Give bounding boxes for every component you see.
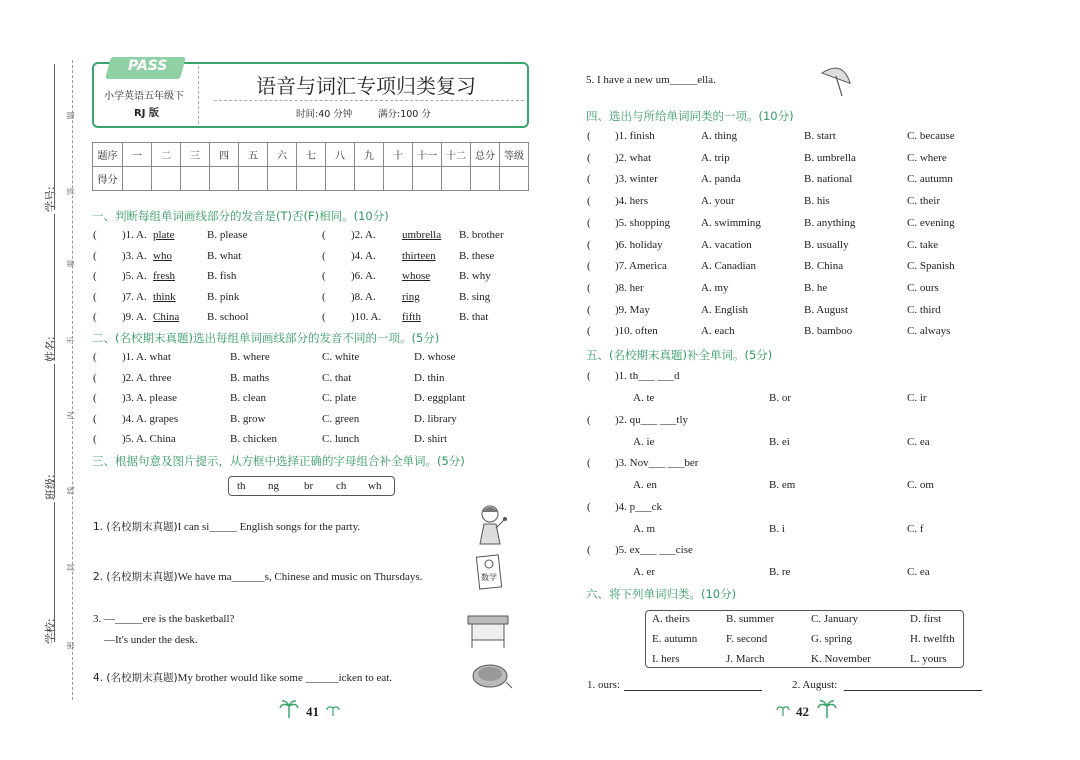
option-b: B. his (804, 195, 830, 208)
question-number: )6. A. (351, 270, 376, 282)
question-word: )5. shopping (615, 216, 670, 229)
answer-paren[interactable]: ( (587, 281, 591, 294)
option-a: A. each (701, 325, 735, 338)
option-b: B. em (769, 479, 796, 491)
option-c: C. white (322, 351, 360, 363)
score-header-cell: 四 (210, 143, 239, 167)
math-book-label: 数学 (481, 573, 497, 582)
option-d: D. eggplant (414, 392, 466, 404)
option-a-word: fifth (402, 311, 421, 323)
option-c: C. third (907, 303, 941, 316)
singing-girl-illustration (470, 502, 510, 548)
option-b: B. grow (230, 412, 266, 425)
answer-paren[interactable]: ( (322, 290, 326, 303)
option-c: C. ours (907, 281, 939, 294)
option-a-word: plate (153, 229, 175, 241)
score-header-cell: 十一 (413, 143, 442, 167)
s3-item-2: 2. (名校期末真题)We have ma______s, Chinese and music on Thursdays. (93, 571, 423, 583)
page-title: 语音与词汇专项归类复习 (256, 74, 476, 98)
option-c: C. their (907, 195, 940, 208)
option-b-word: B. that (459, 311, 489, 323)
score-header-cell: 九 (355, 143, 384, 167)
score-header-cell: 七 (297, 143, 326, 167)
score-header-cell: 六 (268, 143, 297, 167)
option-b-word: B. sing (459, 290, 491, 303)
score-header-cell: 八 (326, 143, 355, 167)
page-number-left: 41 (306, 704, 319, 719)
option-b-word: B. fish (207, 270, 237, 282)
option-a: A. trip (701, 151, 730, 164)
score-header-cell: 题序 (93, 143, 123, 167)
section4-title: 四、选出与所给单词同类的一项。(10分) (586, 109, 794, 123)
umbrella-illustration (816, 62, 854, 100)
answer-paren[interactable]: ( (322, 311, 326, 323)
option-b-word: B. please (207, 229, 248, 241)
question-word: )6. holiday (615, 238, 663, 251)
margin-char: 答 (66, 187, 76, 196)
score-cell[interactable] (355, 167, 384, 191)
question-number: )4. A. (351, 249, 376, 262)
letter-option: ch (336, 480, 347, 492)
margin-char: 要 (66, 259, 76, 268)
score-row-label: 得分 (93, 167, 123, 191)
option-a: A. ie (633, 435, 655, 448)
title-rule (214, 100, 524, 101)
option-b: B. re (769, 566, 791, 578)
answer-paren[interactable]: ( (587, 260, 591, 273)
answer-paren[interactable]: ( (587, 413, 591, 426)
answer-paren[interactable]: ( (587, 370, 591, 382)
answer-paren[interactable]: ( (587, 173, 591, 186)
school-label: 学校: (44, 618, 57, 644)
question-number: )7. A. (122, 290, 147, 303)
option-a-word: fresh (153, 270, 175, 282)
option-b: B. usually (804, 238, 849, 251)
answer-paren[interactable]: ( (322, 270, 326, 282)
question-number: )5. A. (122, 270, 147, 282)
option-a: A. thing (701, 130, 738, 142)
class-label: 班级: (44, 474, 57, 500)
score-cell[interactable] (297, 167, 326, 191)
option-b-word: B. why (459, 270, 491, 282)
name-line[interactable] (54, 214, 55, 360)
grade-label: 小学英语五年级下 (104, 91, 184, 102)
option-a: A. your (701, 195, 735, 208)
score-cell[interactable] (181, 167, 210, 191)
question-word: )2. qu___ ___tly (615, 413, 689, 426)
answer-paren[interactable]: ( (93, 249, 97, 262)
option-b: B. national (804, 173, 853, 186)
question-word: )7. America (615, 260, 667, 273)
option-c: C. green (322, 412, 360, 425)
roast-chicken-illustration (468, 660, 512, 690)
question-number: )3. A. (122, 249, 147, 262)
option-a: A. my (701, 281, 729, 294)
margin-char: 题 (66, 111, 76, 120)
option-a: A. te (633, 392, 655, 404)
sort-answer-1-line[interactable] (624, 690, 762, 691)
option-a: )1. A. what (122, 351, 171, 363)
option-a: )2. A. three (122, 371, 172, 384)
sort-answer-2: 2. August: (792, 679, 838, 691)
option-c: C. ea (907, 435, 930, 448)
margin-char: 不 (66, 336, 76, 345)
score-header-cell: 五 (239, 143, 268, 167)
word-option: J. March (726, 653, 765, 665)
score-header-cell: 二 (152, 143, 181, 167)
option-a: A. English (701, 303, 749, 316)
option-b: B. China (804, 260, 844, 273)
letter-option: ng (268, 480, 279, 492)
score-header-cell: 一 (123, 143, 152, 167)
word-option: L. yours (910, 653, 947, 665)
s3-item-1: 1. (名校期末真题)I can si_____ English songs for the party. (93, 521, 361, 533)
question-word: )5. ex___ ___cise (615, 544, 693, 556)
word-option: H. twelfth (910, 633, 955, 645)
option-a-word: China (153, 311, 180, 323)
score-cell[interactable] (442, 167, 471, 191)
option-c: C. om (907, 479, 934, 491)
answer-paren[interactable]: ( (322, 249, 326, 262)
answer-paren[interactable]: ( (93, 270, 97, 282)
score-header-cell: 三 (181, 143, 210, 167)
option-c: C. Spanish (907, 260, 955, 273)
palm-icon (776, 702, 790, 718)
option-b: B. where (230, 351, 270, 363)
score-cell[interactable] (210, 167, 239, 191)
word-option: B. summer (726, 613, 775, 625)
word-option: D. first (910, 613, 942, 625)
school-line[interactable] (54, 502, 55, 642)
option-a: A. en (633, 479, 657, 491)
option-c: C. take (907, 238, 939, 251)
word-option: E. autumn (652, 633, 698, 645)
option-a-word: think (153, 290, 176, 303)
answer-paren[interactable]: ( (93, 371, 97, 384)
page-number-right: 42 (796, 704, 809, 719)
answer-paren[interactable]: ( (587, 195, 591, 208)
option-b: B. ei (769, 435, 790, 448)
sort-answer-2-line[interactable] (844, 690, 982, 691)
option-a-word: whose (402, 270, 431, 282)
score-header-cell: 十 (384, 143, 413, 167)
answer-paren[interactable]: ( (93, 311, 97, 323)
question-number: )8. A. (351, 290, 376, 303)
question-word: )1. th___ ___d (615, 370, 680, 382)
option-a: )5. A. China (122, 433, 176, 445)
palm-icon (326, 702, 340, 718)
answer-paren[interactable]: ( (322, 229, 326, 241)
option-c: C. ir (907, 392, 927, 404)
question-number: )2. A. (351, 229, 376, 241)
question-word: )4. hers (615, 195, 648, 208)
answer-paren[interactable]: ( (587, 151, 591, 164)
answer-paren[interactable]: ( (587, 500, 591, 513)
option-b: B. or (769, 392, 791, 404)
option-a: A. er (633, 566, 655, 578)
score-cell[interactable] (413, 167, 442, 191)
option-b: B. umbrella (804, 151, 856, 164)
s3-item-3: 3. —_____ere is the basketball? (93, 613, 235, 625)
option-a: A. vacation (701, 238, 752, 251)
score-cell[interactable] (500, 167, 529, 191)
option-c: C. lunch (322, 433, 360, 445)
answer-paren[interactable]: ( (587, 130, 591, 142)
question-word: )4. p___ck (615, 500, 663, 513)
option-a: )4. A. grapes (122, 412, 179, 425)
student-id-line[interactable] (54, 64, 55, 210)
option-c: C. that (322, 371, 352, 384)
score-cell[interactable] (239, 167, 268, 191)
option-d: D. thin (414, 371, 445, 384)
section1-title: 一、判断每组单词画线部分的发音是(T)否(F)相同。(10分) (92, 209, 389, 223)
question-number: )9. A. (122, 311, 147, 323)
margin-char: 线 (66, 486, 76, 495)
option-a: A. Canadian (701, 260, 756, 273)
option-c: C. evening (907, 216, 955, 229)
option-c: C. because (907, 130, 955, 142)
question-word: )10. often (615, 325, 658, 338)
question-word: )3. winter (615, 173, 658, 186)
option-c: C. always (907, 325, 951, 338)
word-option: C. January (811, 613, 859, 625)
header-divider (198, 66, 199, 124)
answer-paren[interactable]: ( (587, 303, 591, 316)
option-a: A. panda (701, 173, 741, 186)
section5-title: 五、(名校期末真题)补全单词。(5分) (586, 348, 773, 362)
question-number: )10. A. (351, 311, 382, 323)
option-a-word: ring (402, 290, 420, 303)
answer-paren[interactable]: ( (587, 216, 591, 229)
score-cell[interactable] (123, 167, 152, 191)
palm-icon (278, 698, 300, 720)
answer-paren[interactable]: ( (93, 290, 97, 303)
class-line[interactable] (54, 364, 55, 498)
question-word: )9. May (615, 303, 650, 316)
time-limit: 时间:40 分钟 (296, 109, 353, 120)
option-a-word: umbrella (402, 229, 442, 241)
score-header-cell: 等级 (500, 143, 529, 167)
question-word: )8. her (615, 281, 644, 294)
full-score: 满分:100 分 (378, 109, 431, 120)
score-cell[interactable] (152, 167, 181, 191)
section3-title: 三、根据句意及图片提示，从方框中选择正确的字母组合补全单词。(5分) (92, 454, 465, 468)
option-b: B. i (769, 522, 785, 535)
answer-paren[interactable]: ( (587, 325, 591, 338)
name-label: 姓名: (44, 336, 57, 362)
score-header-row (93, 143, 529, 167)
letter-option: wh (368, 480, 382, 492)
letter-option: br (304, 480, 314, 492)
word-option: G. spring (811, 633, 852, 645)
s3-item-5: 5. I have a new um_____ella. (586, 74, 716, 86)
s3-item-4: 4. (名校期末真题)My brother would like some ______icken to eat. (93, 672, 393, 684)
edition-label: RJ 版 (134, 108, 159, 119)
option-a-word: thirteen (402, 249, 436, 262)
score-header-cell: 总分 (471, 143, 500, 167)
answer-paren[interactable]: ( (587, 544, 591, 556)
option-b-word: B. what (207, 249, 242, 262)
s3-item-3-answer: —It's under the desk. (104, 634, 198, 646)
option-b: B. anything (804, 216, 856, 229)
margin-char: 内 (66, 411, 76, 420)
option-b: B. maths (230, 371, 270, 384)
score-cell[interactable] (326, 167, 355, 191)
question-number: )1. A. (122, 229, 147, 241)
option-d: D. library (414, 412, 457, 425)
student-id-label: 学号: (44, 186, 57, 212)
option-a: A. swimming (701, 216, 761, 229)
option-b-word: B. pink (207, 290, 240, 303)
word-option: I. hers (652, 653, 680, 665)
option-a-word: who (153, 249, 172, 262)
option-b: B. chicken (230, 433, 278, 445)
answer-paren[interactable]: ( (93, 229, 97, 241)
score-cell[interactable] (268, 167, 297, 191)
score-table (92, 142, 529, 191)
option-b-word: B. these (459, 249, 495, 262)
option-c: C. f (907, 522, 924, 535)
answer-paren[interactable]: ( (93, 412, 97, 425)
question-word: )1. finish (615, 130, 655, 142)
question-word: )3. Nov___ ___ber (615, 457, 699, 469)
margin-char: 封 (66, 563, 76, 572)
word-option: K. November (811, 653, 871, 665)
palm-icon (816, 698, 838, 720)
answer-paren[interactable]: ( (93, 351, 97, 363)
word-option: A. theirs (652, 613, 690, 625)
binding-line (72, 60, 73, 700)
score-header-cell: 十二 (442, 143, 471, 167)
option-c: C. where (907, 151, 947, 164)
question-word: )2. what (615, 151, 652, 164)
option-b-word: B. school (207, 311, 249, 323)
word-option: F. second (726, 633, 768, 645)
option-d: D. whose (414, 351, 456, 363)
option-b-word: B. brother (459, 229, 504, 241)
section2-title: 二、(名校期末真题)选出每组单词画线部分的发音不同的一项。(5分) (92, 331, 440, 345)
answer-paren[interactable]: ( (93, 392, 97, 404)
option-b: B. he (804, 281, 828, 294)
pass-logo: PASS (128, 58, 168, 74)
desk-illustration (466, 614, 510, 650)
option-b: B. August (804, 303, 849, 316)
letter-option: th (237, 480, 246, 492)
letter-options-box (228, 476, 395, 496)
margin-char: 密 (66, 641, 76, 650)
sort-answer-1: 1. ours: (587, 679, 620, 691)
answer-paren[interactable]: ( (93, 433, 97, 445)
section6-title: 六、将下列单词归类。(10分) (586, 587, 737, 601)
option-b: B. start (804, 130, 836, 142)
option-c: C. autumn (907, 173, 953, 186)
answer-paren[interactable]: ( (587, 238, 591, 251)
option-c: C. ea (907, 566, 930, 578)
score-input-row (93, 167, 529, 191)
answer-paren[interactable]: ( (587, 457, 591, 469)
option-a: )3. A. please (122, 392, 177, 404)
option-b: B. clean (230, 392, 267, 404)
option-d: D. shirt (414, 433, 447, 445)
option-a: A. m (633, 522, 655, 535)
option-c: C. plate (322, 392, 357, 404)
score-cell[interactable] (384, 167, 413, 191)
option-b: B. bamboo (804, 325, 853, 338)
score-cell[interactable] (471, 167, 500, 191)
